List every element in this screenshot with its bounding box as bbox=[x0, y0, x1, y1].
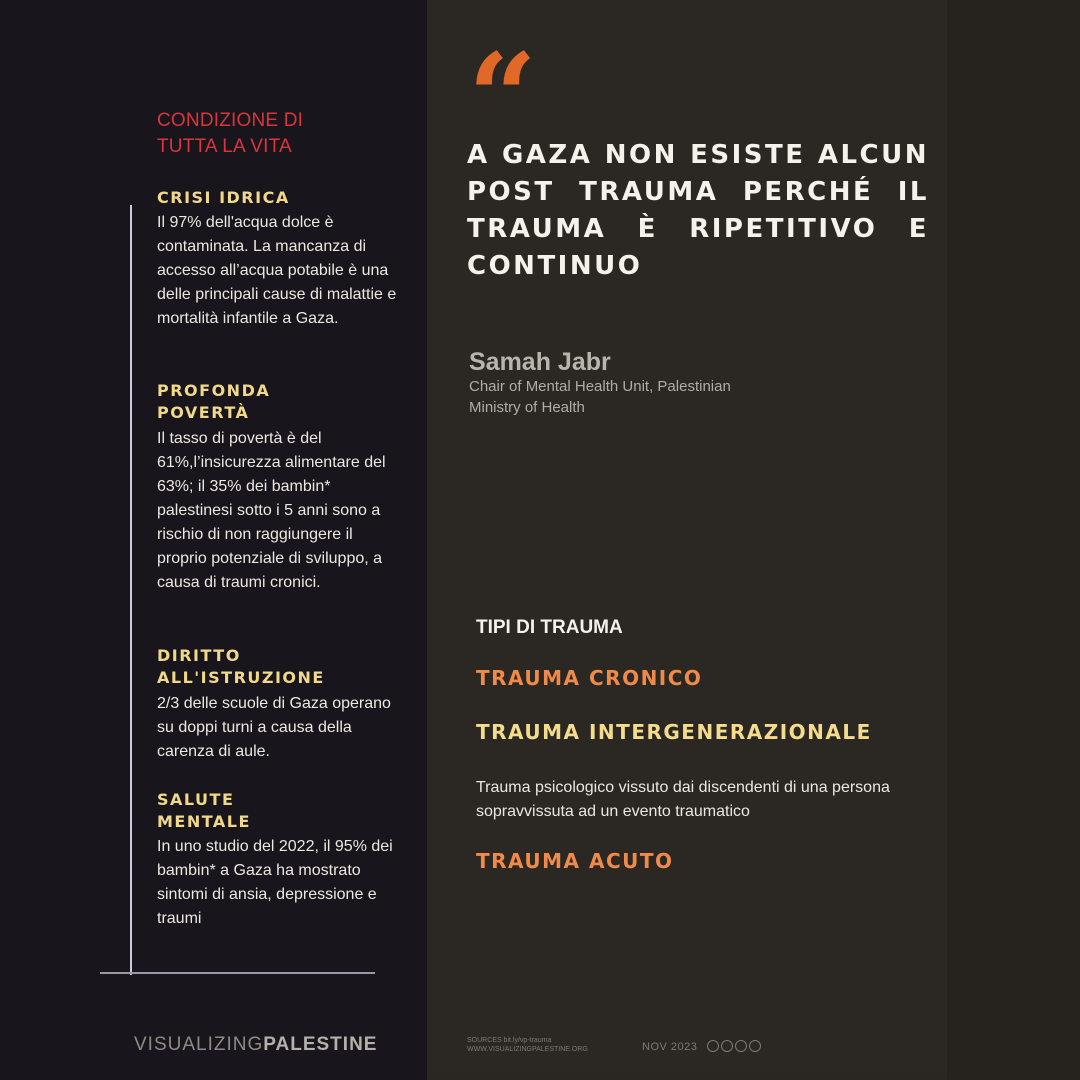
trauma-type-chronic: TRAUMA CRONICO bbox=[476, 666, 703, 690]
timeline-horizontal-line bbox=[100, 972, 375, 974]
trauma-type-acute: TRAUMA ACUTO bbox=[476, 849, 674, 873]
trauma-type-intergenerational: TRAUMA INTERGENERAZIONALE bbox=[476, 720, 872, 744]
cc-icon bbox=[707, 1040, 719, 1052]
left-title: CONDIZIONE DI TUTTA LA VITA bbox=[157, 110, 304, 157]
section-heading-poverty: PROFONDA POVERTÀ bbox=[157, 381, 271, 422]
quote-author-role: Chair of Mental Health Unit, Palestinian Ministry of Health bbox=[469, 378, 731, 416]
sa-icon bbox=[749, 1040, 761, 1052]
by-icon bbox=[721, 1040, 733, 1052]
section-body-water: Il 97% dell'acqua dolce è contaminata. La mancanza di accesso all’acqua potabile è una delle principali cause di malattie e mortalità infantile a Gaza. bbox=[157, 214, 397, 327]
quote-author: Samah Jabr bbox=[469, 348, 611, 376]
publication-date: NOV 2023 bbox=[642, 1041, 698, 1053]
trauma-type-intergenerational-description: Trauma psicologico vissuto dai discendenti di una persona sopravvissuta ad un evento traumatico bbox=[476, 779, 890, 820]
section-heading-water: CRISI IDRICA bbox=[157, 188, 290, 207]
section-heading-education: DIRITTO ALL'ISTRUZIONE bbox=[157, 646, 325, 687]
section-body-mental-health: In uno studio del 2022, il 95% dei bambin* a Gaza ha mostrato sintomi di ansia, depressione e traumi bbox=[157, 838, 393, 927]
timeline-vertical-line bbox=[130, 205, 132, 975]
section-heading-mental-health: SALUTE MENTALE bbox=[157, 790, 251, 831]
section-body-poverty: Il tasso di povertà è del 61%,l’insicurezza alimentare del 63%; il 35% dei bambin* palestinesi sotto i 5 anni sono a rischio di non raggiungere il proprio potenziale di sviluppo, a causa di traumi cronici. bbox=[157, 430, 386, 591]
nc-icon bbox=[735, 1040, 747, 1052]
quote-text: A GAZA NON ESISTE ALCUN POST TRAUMA PERCHÉ IL TRAUMA È RIPETITIVO E CONTINUO bbox=[467, 140, 929, 281]
brand-logo: VISUALIZINGPALESTINE bbox=[134, 1034, 378, 1055]
creative-commons-icon bbox=[707, 1040, 761, 1052]
section-body-education: 2/3 delle scuole di Gaza operano su doppi turni a causa della carenza di aule. bbox=[157, 695, 391, 760]
right-margin bbox=[947, 0, 1080, 1080]
trauma-types-title: TIPI DI TRAUMA bbox=[476, 617, 623, 638]
quote-mark-icon: “ bbox=[468, 27, 538, 168]
sources-note: SOURCES bit.ly/vp-trauma WWW.VISUALIZINGPALESTINE.ORG bbox=[467, 1037, 588, 1053]
